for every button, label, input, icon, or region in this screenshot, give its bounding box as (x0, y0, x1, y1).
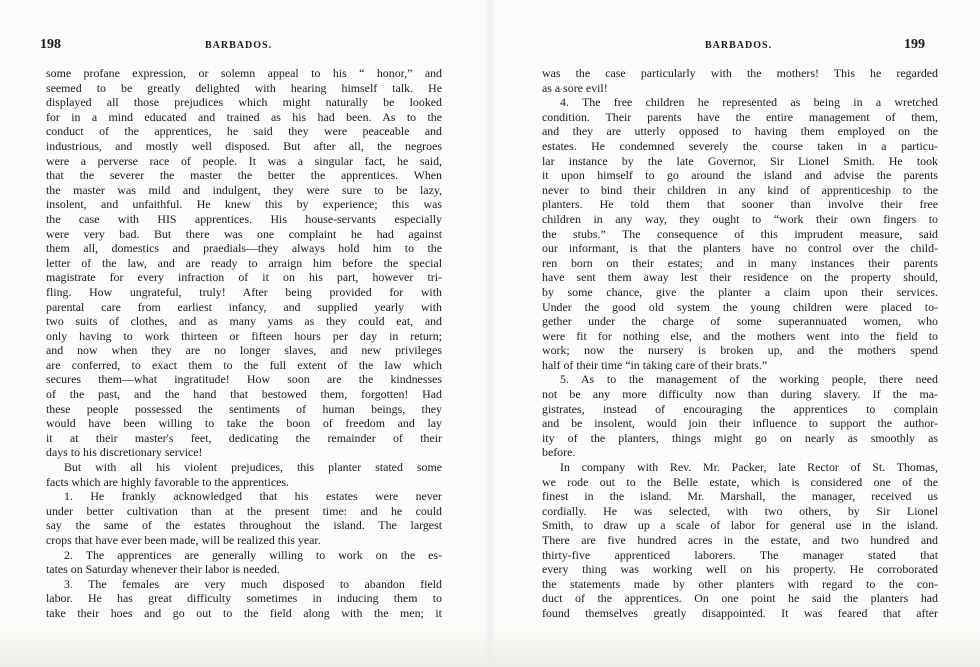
text-line: letter of the law, and are ready to arraign him before the special (46, 255, 442, 270)
text-line: every thing was working well on his property. He corroborated (542, 562, 938, 577)
text-line: say the same of the estates throughout the island. The largest (46, 518, 442, 533)
text-line: before. (542, 445, 576, 460)
page-number: 198 (40, 37, 61, 52)
right-page-text (542, 66, 938, 621)
text-line: parental care from earliest infancy, and supplied yearly with (46, 299, 442, 314)
text-line: under better cultivation than at the present time: and he could (46, 503, 442, 518)
text-line: work; now the nursery is broken up, and the mothers spend (542, 343, 938, 358)
text-line: and be insolent, would join their influence to support the author- (542, 416, 938, 431)
running-head: BARBADOS. (705, 40, 773, 51)
text-line: it upon himself to go around the island and advise the parents (542, 168, 938, 183)
text-line: for in a mind educated and trained as his had been. As to the (46, 109, 442, 124)
scan-bottom-edge (0, 627, 980, 667)
text-line: gistrates, instead of encouraging the apprentices to complain (542, 401, 938, 416)
text-line: magistrate for every infraction of it on his part, however tri- (46, 270, 442, 285)
text-line: 3. The females are very much disposed to abandon field (64, 576, 442, 591)
text-line: never to bind their children in any kind of apprenticeship to the (542, 182, 938, 197)
text-line: industrious, and mostly well disposed. But after all, the negroes (46, 138, 442, 153)
text-line: are conferred, to exact them to the full extent of the law which (46, 357, 442, 372)
text-line: some profane expression, or solemn appeal to his “ honor,” and (46, 66, 442, 80)
text-line: cordially. He was selected, with two others, by Sir Lionel (542, 503, 938, 518)
text-line: labor. He has great difficulty sometimes in inducing them to (46, 591, 442, 606)
text-line: duct of the apprentices. On one point he said the planters had (542, 591, 938, 606)
text-line: 5. As to the management of the working people, there need (560, 372, 938, 387)
text-line: There are five hundred acres in the estate, and two hundred and (542, 533, 938, 547)
text-line: 2. The apprentices are generally willing to work on the es- (64, 547, 442, 562)
text-line: found themselves greatly disappointed. It was feared that after (542, 605, 938, 620)
text-line: would have been willing to take the boon of freedom and lay (46, 416, 442, 431)
text-line: insolent, and unfaithful. He knew this by experience; this was (46, 197, 442, 212)
text-line: as a sore evil! (542, 80, 608, 95)
text-line: of the past, and the hand that bestowed them, forgotten! Had (46, 387, 442, 402)
text-line: seemed to be greatly delighted with hearing himself talk. He (46, 80, 442, 95)
text-line: them all, domestics and praedials—they always hold him to the (46, 241, 442, 256)
text-line: we rode out to the Belle estate, which is considered one of the (542, 474, 938, 489)
text-line: have sent them away lest their residence on the property should, (542, 270, 938, 285)
text-line: In company with Rev. Mr. Packer, late Rector of St. Thomas, (560, 460, 938, 475)
text-line: that the severer the master the better the apprentices. When (46, 168, 442, 183)
text-line: thirty-five apprenticed laborers. The manager stated that (542, 547, 938, 562)
text-line: only having to work thirteen or fifteen hours per day in return; (46, 328, 442, 343)
text-line: gether under the charge of some superannuated women, who (542, 314, 938, 329)
text-line: children in any way, they ought to “work their own fingers to (542, 211, 938, 226)
text-line: the case with HIS apprentices. His house-servants especially (46, 211, 442, 226)
text-line: secures them—what ingratitude! How soon are the kindnesses (46, 372, 442, 387)
text-line: take their hoes and go out to the field along with the men; it (46, 605, 442, 620)
left-page-text (46, 66, 442, 621)
text-line: 1. He frankly acknowledged that his estates were never (64, 489, 442, 504)
text-line: the stubs.” The consequence of this imprudent measure, said (542, 226, 938, 241)
text-line: planters. He told them that sooner than involve their free (542, 197, 938, 212)
text-line: the master was mild and indulgent, they were sure to be lazy, (46, 182, 442, 197)
text-line: not be any more difficulty now than during slavery. If the ma- (542, 387, 938, 402)
text-line: days to his discretionary service! (46, 445, 203, 460)
text-line: and they are utterly opposed to having them employed on the (542, 124, 938, 139)
text-line: Under the good old system the young children were placed to- (542, 299, 938, 314)
text-line: tates on Saturday whenever their labor is needed. (46, 562, 280, 577)
text-line: were very bad. But there was one complaint he had against (46, 226, 442, 241)
page-number: 199 (904, 37, 925, 52)
text-line: conduct of the apprentices, he said they were peaceable and (46, 124, 442, 139)
text-line: these people possessed the sentiments of human beings, they (46, 401, 442, 416)
text-line: two suits of clothes, and as many yams as they could eat, and (46, 314, 442, 329)
text-line: Smith, to draw up a scale of labor for general use in the island. (542, 518, 938, 533)
text-line: half of their time “in taking care of their brats.” (542, 357, 768, 372)
text-line: estates. He condemned severely the course taken in a particu- (542, 138, 938, 153)
text-line: were a perverse race of people. It was a singular fact, he said, (46, 153, 442, 168)
text-line: ity of the planters, things might go on nearly as smoothly as (542, 430, 938, 445)
text-line: crops that have ever been made, will be realized this year. (46, 533, 321, 547)
text-line: condition. Their parents have the entire management of them, (542, 109, 938, 124)
text-line: the statements made by other planters with regard to the con- (542, 576, 938, 591)
text-line: fling. How ungrateful, truly! After being provided for with (46, 284, 442, 299)
right-page (490, 0, 980, 667)
text-line: lar instance by the late Governor, Sir Lionel Smith. He took (542, 153, 938, 168)
text-line: facts which are highly favorable to the apprentices. (46, 474, 289, 489)
text-line: were fit for nothing else, and the mothers went into the field to (542, 328, 938, 343)
text-line: ren born on their estates; and in many instances their parents (542, 255, 938, 270)
text-line: and now when they are no longer slaves, and new privileges (46, 343, 442, 358)
text-line: 4. The free children he represented as being in a wretched (560, 95, 938, 110)
text-line: by some chance, give the planter a claim upon their services. (542, 284, 938, 299)
text-line: was the case particularly with the mothers! This he regarded (542, 66, 938, 80)
text-line: it at their master's feet, dedicating the remainder of their (46, 430, 442, 445)
running-head: BARBADOS. (205, 40, 273, 51)
text-line: displayed all those prejudices which might naturally be looked (46, 95, 442, 110)
text-line: But with all his violent prejudices, this planter stated some (64, 460, 442, 475)
text-line: our informant, is that the planters have no control over the child- (542, 241, 938, 256)
text-line: finest in the island. Mr. Marshall, the manager, received us (542, 489, 938, 504)
